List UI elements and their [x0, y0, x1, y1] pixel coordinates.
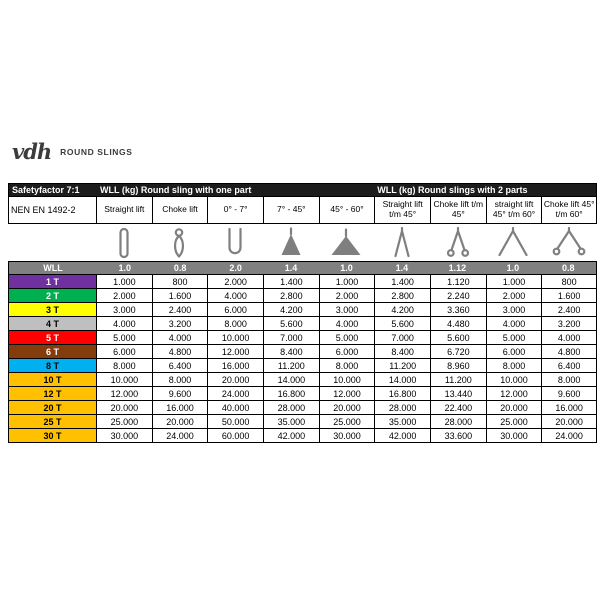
brand-header: [12, 141, 133, 162]
capacity-cell: 7.000: [374, 331, 430, 345]
table-body: [8, 275, 597, 443]
table-row: [8, 359, 597, 373]
capacity-cell: 8.000: [319, 359, 375, 373]
one-part-header: WLL (kg) Round sling with one part: [100, 185, 252, 195]
load-factor: 1.0: [340, 263, 353, 273]
capacity-cell: 1.600: [152, 289, 208, 303]
capacity-cell: 11.200: [263, 359, 319, 373]
capacity-cell: 2.000: [319, 289, 375, 303]
capacity-cell: 5.600: [430, 331, 486, 345]
tonnage-label: 30 T: [8, 429, 96, 443]
capacity-cell: 20.000: [96, 401, 152, 415]
capacity-cell: 20.000: [207, 373, 263, 387]
capacity-cell: 8.000: [96, 359, 152, 373]
capacity-cell: 10.000: [319, 373, 375, 387]
capacity-cell: 5.000: [96, 331, 152, 345]
capacity-cell: 2.400: [541, 303, 597, 317]
capacity-cell: 20.000: [486, 401, 542, 415]
capacity-cell: 3.000: [96, 303, 152, 317]
capacity-cell: 2.000: [96, 289, 152, 303]
capacity-cell: 1.000: [96, 275, 152, 289]
capacity-cell: 20.000: [319, 401, 375, 415]
capacity-cell: 2.240: [430, 289, 486, 303]
table-row: [8, 401, 597, 415]
capacity-cell: 6.720: [430, 345, 486, 359]
column-header: Choke lift: [152, 197, 208, 224]
load-factor: 1.12: [448, 263, 467, 273]
load-factor: 1.4: [284, 263, 298, 273]
table-row: [8, 387, 597, 401]
capacity-cell: 3.360: [430, 303, 486, 317]
capacity-cell: 5.000: [486, 331, 542, 345]
capacity-cell: 3.200: [541, 317, 597, 331]
capacity-cell: 1.000: [319, 275, 375, 289]
column-header-row: [8, 197, 597, 224]
norm-header: NEN EN 1492-2: [8, 197, 96, 224]
load-factor: 1.4: [395, 263, 409, 273]
tonnage-label: 3 T: [8, 303, 96, 317]
capacity-cell: 4.200: [374, 303, 430, 317]
wll-factor-row: [8, 261, 597, 275]
column-header: 0° - 7°: [207, 197, 263, 224]
table-row: [8, 317, 597, 331]
capacity-cell: 4.000: [152, 331, 208, 345]
tonnage-label: 20 T: [8, 401, 96, 415]
two-leg-choke-60-icon: [541, 224, 597, 261]
capacity-cell: 5.600: [374, 317, 430, 331]
capacity-cell: 25.000: [486, 415, 542, 429]
basket-7-45-icon: [263, 224, 319, 261]
capacity-cell: 16.800: [263, 387, 319, 401]
round-sling-wll-table: [8, 183, 597, 443]
capacity-cell: 6.400: [541, 359, 597, 373]
capacity-cell: 8.400: [263, 345, 319, 359]
load-factor: 1.0: [506, 263, 520, 273]
sling-pictogram-row: [8, 224, 597, 261]
capacity-cell: 28.000: [374, 401, 430, 415]
table-row: [8, 415, 597, 429]
capacity-cell: 33.600: [430, 429, 486, 443]
capacity-cell: 60.000: [207, 429, 263, 443]
capacity-cell: 1.120: [430, 275, 486, 289]
capacity-cell: 12.000: [96, 387, 152, 401]
straight-lift-icon: [96, 224, 152, 261]
load-factor: 1.0: [118, 263, 131, 273]
capacity-cell: 8.960: [430, 359, 486, 373]
column-header: Choke lift 45° t/m 60°: [541, 197, 597, 224]
capacity-cell: 800: [152, 275, 208, 289]
capacity-cell: 10.000: [207, 331, 263, 345]
capacity-cell: 11.200: [374, 359, 430, 373]
table-row: [8, 275, 597, 289]
load-factor: 0.8: [173, 263, 187, 273]
load-factor: 2.0: [229, 263, 242, 273]
safetyfactor-header: Safetyfactor 7:1: [12, 185, 80, 195]
column-header: Straight lift t/m 45°: [374, 197, 430, 224]
capacity-cell: 6.000: [96, 345, 152, 359]
column-header: Choke lift t/m 45°: [430, 197, 486, 224]
table-row: [8, 373, 597, 387]
vdh-logo: vdh: [12, 139, 52, 164]
table-row: [8, 345, 597, 359]
capacity-cell: 1.000: [486, 275, 542, 289]
capacity-cell: 28.000: [263, 401, 319, 415]
capacity-cell: 4.000: [207, 289, 263, 303]
tonnage-label: 8 T: [8, 359, 96, 373]
table-row: [8, 289, 597, 303]
capacity-cell: 30.000: [96, 429, 152, 443]
capacity-cell: 25.000: [96, 415, 152, 429]
capacity-cell: 3.000: [486, 303, 542, 317]
capacity-cell: 24.000: [152, 429, 208, 443]
capacity-cell: 35.000: [374, 415, 430, 429]
capacity-cell: 8.000: [486, 359, 542, 373]
table-top-header-row: [8, 183, 597, 197]
capacity-cell: 28.000: [430, 415, 486, 429]
tonnage-label: 10 T: [8, 373, 96, 387]
capacity-cell: 20.000: [541, 415, 597, 429]
capacity-cell: 20.000: [152, 415, 208, 429]
basket-0-7-icon: [207, 224, 263, 261]
capacity-cell: 16.000: [152, 401, 208, 415]
column-header: 7° - 45°: [263, 197, 319, 224]
two-parts-header: WLL (kg) Round slings with 2 parts: [377, 185, 528, 195]
capacity-cell: 9.600: [152, 387, 208, 401]
column-header: 45° - 60°: [319, 197, 375, 224]
tonnage-label: 12 T: [8, 387, 96, 401]
capacity-cell: 3.200: [152, 317, 208, 331]
brand-subtitle: ROUND SLINGS: [60, 146, 133, 157]
capacity-cell: 12.000: [207, 345, 263, 359]
tonnage-label: 2 T: [8, 289, 96, 303]
wll-label: WLL: [43, 263, 63, 273]
capacity-cell: 50.000: [207, 415, 263, 429]
capacity-cell: 13.440: [430, 387, 486, 401]
capacity-cell: 8.000: [207, 317, 263, 331]
tonnage-label: 5 T: [8, 331, 96, 345]
capacity-cell: 2.800: [374, 289, 430, 303]
column-header: straight lift 45° t/m 60°: [486, 197, 542, 224]
capacity-cell: 7.000: [263, 331, 319, 345]
capacity-cell: 2.400: [152, 303, 208, 317]
capacity-cell: 4.000: [541, 331, 597, 345]
capacity-cell: 4.800: [541, 345, 597, 359]
capacity-cell: 14.000: [374, 373, 430, 387]
capacity-cell: 1.600: [541, 289, 597, 303]
capacity-cell: 800: [541, 275, 597, 289]
tonnage-label: 1 T: [8, 275, 96, 289]
table-row: [8, 429, 597, 443]
capacity-cell: 4.200: [263, 303, 319, 317]
capacity-cell: 24.000: [207, 387, 263, 401]
column-header: Straight lift: [96, 197, 152, 224]
capacity-cell: 9.600: [541, 387, 597, 401]
capacity-cell: 25.000: [319, 415, 375, 429]
table-row: [8, 331, 597, 345]
capacity-cell: 4.000: [486, 317, 542, 331]
capacity-cell: 16.800: [374, 387, 430, 401]
choke-lift-icon: [152, 224, 208, 261]
capacity-cell: 3.000: [319, 303, 375, 317]
tonnage-label: 25 T: [8, 415, 96, 429]
capacity-cell: 42.000: [374, 429, 430, 443]
capacity-cell: 42.000: [263, 429, 319, 443]
capacity-cell: 4.000: [319, 317, 375, 331]
capacity-cell: 11.200: [430, 373, 486, 387]
capacity-cell: 40.000: [207, 401, 263, 415]
two-leg-straight-45-icon: [374, 224, 430, 261]
capacity-cell: 6.000: [319, 345, 375, 359]
capacity-cell: 5.600: [263, 317, 319, 331]
capacity-cell: 2.800: [263, 289, 319, 303]
capacity-cell: 6.000: [207, 303, 263, 317]
capacity-cell: 16.000: [541, 401, 597, 415]
two-leg-choke-45-icon: [430, 224, 486, 261]
capacity-cell: 8.000: [541, 373, 597, 387]
basket-45-60-icon: [319, 224, 375, 261]
capacity-cell: 22.400: [430, 401, 486, 415]
capacity-cell: 16.000: [207, 359, 263, 373]
capacity-cell: 5.000: [319, 331, 375, 345]
capacity-cell: 12.000: [319, 387, 375, 401]
capacity-cell: 4.800: [152, 345, 208, 359]
capacity-cell: 1.400: [263, 275, 319, 289]
capacity-cell: 4.000: [96, 317, 152, 331]
capacity-cell: 24.000: [541, 429, 597, 443]
capacity-cell: 1.400: [374, 275, 430, 289]
capacity-cell: 2.000: [207, 275, 263, 289]
capacity-cell: 8.400: [374, 345, 430, 359]
capacity-cell: 35.000: [263, 415, 319, 429]
capacity-cell: 14.000: [263, 373, 319, 387]
load-factor: 0.8: [562, 263, 575, 273]
capacity-cell: 6.000: [486, 345, 542, 359]
capacity-cell: 10.000: [486, 373, 542, 387]
table-row: [8, 303, 597, 317]
capacity-cell: 4.480: [430, 317, 486, 331]
capacity-cell: 30.000: [319, 429, 375, 443]
capacity-cell: 30.000: [486, 429, 542, 443]
capacity-cell: 10.000: [96, 373, 152, 387]
tonnage-label: 4 T: [8, 317, 96, 331]
capacity-cell: 2.000: [486, 289, 542, 303]
tonnage-label: 6 T: [8, 345, 96, 359]
capacity-cell: 8.000: [152, 373, 208, 387]
icon-spacer: [8, 224, 96, 261]
capacity-cell: 12.000: [486, 387, 542, 401]
two-leg-straight-60-icon: [486, 224, 542, 261]
capacity-cell: 6.400: [152, 359, 208, 373]
